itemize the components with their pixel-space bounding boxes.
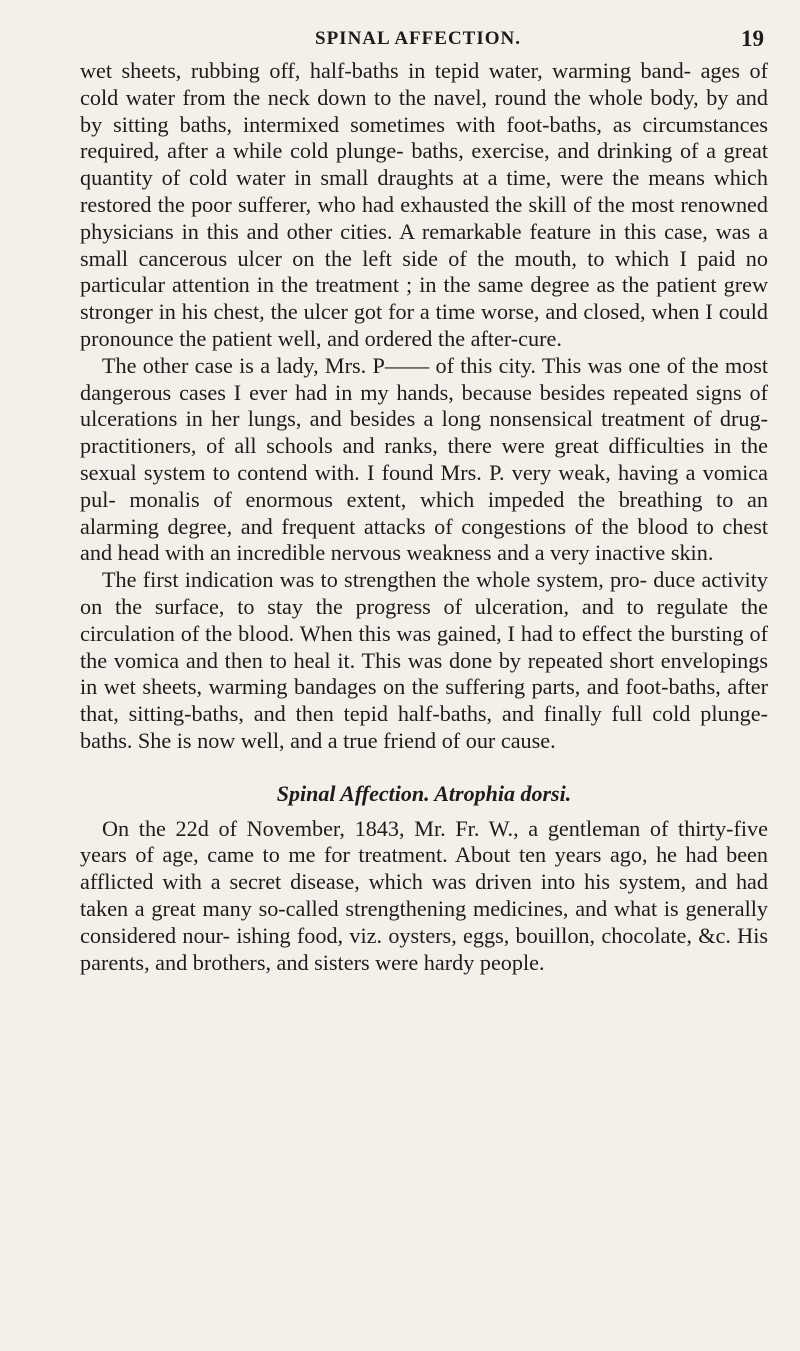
- running-head: [80, 28, 770, 54]
- paragraph-case-mrs-p: The other case is a lady, Mrs. P—— of this city. This was one of the most dangerous cases I ever had in my hands, because besides repeated signs of ulcerations in her lungs, and besides a long nonsensical treatment of drug-practitioners, of all schools and ranks, there were great difficulties in the sexual system to contend with. I found Mrs. P. very weak, having a vomica pul- monalis of enormous extent, which impeded the breathing to an alarming degree, and frequent attacks of congestions of the blood to chest and head with an incredible nervous weakness and a very inactive skin.: [80, 352, 768, 566]
- paragraph-spinal-case: On the 22d of November, 1843, Mr. Fr. W., a gentleman of thirty-five years of age, came to me for treatment. About ten years ago, he had been afflicted with a secret disease, which was driven into his system, and had taken a great many so-called strengthening medicines, and what is generally considered nour- ishing food, viz. oysters, eggs, bouillon, chocolate, &c. His parents, and brothers, and sisters were hardy people.: [80, 815, 768, 975]
- paragraph-continuation: wet sheets, rubbing off, half-baths in tepid water, warming band- ages of cold water from the neck down to the navel, round the whole body, by and by sitting baths, intermixed sometimes with foot-baths, as circumstances required, after a while cold plunge- baths, exercise, and drinking of a great quantity of cold water in small draughts at a time, were the means which restored the poor sufferer, who had exhausted the skill of the most renowned physicians in this and other cities. A remarkable feature in this case, was a small cancerous ulcer on the left side of the mouth, to which I paid no particular attention in the treatment ; in the same degree as the patient grew stronger in his chest, the ulcer got for a time worse, and closed, when I could pronounce the patient well, and ordered the after-cure.: [80, 58, 768, 351]
- running-title: SPINAL AFFECTION.: [315, 28, 521, 49]
- paragraph-treatment: The first indication was to strengthen the whole system, pro- duce activity on the surface, to stay the progress of ulceration, and to regulate the circulation of the blood. When this was gained, I had to effect the bursting of the vomica and then to heal it. This was done by repeated short envelopings in wet sheets, warming bandages on the suffering parts, and foot-baths, after that, sitting-baths, and then tepid half-baths, and finally full cold plunge-baths. She is now well, and a true friend of our cause.: [80, 567, 768, 753]
- page-number: 19: [741, 26, 764, 51]
- section-heading: Spinal Affection. Atrophia dorsi.: [276, 780, 572, 806]
- body-text: [80, 58, 768, 976]
